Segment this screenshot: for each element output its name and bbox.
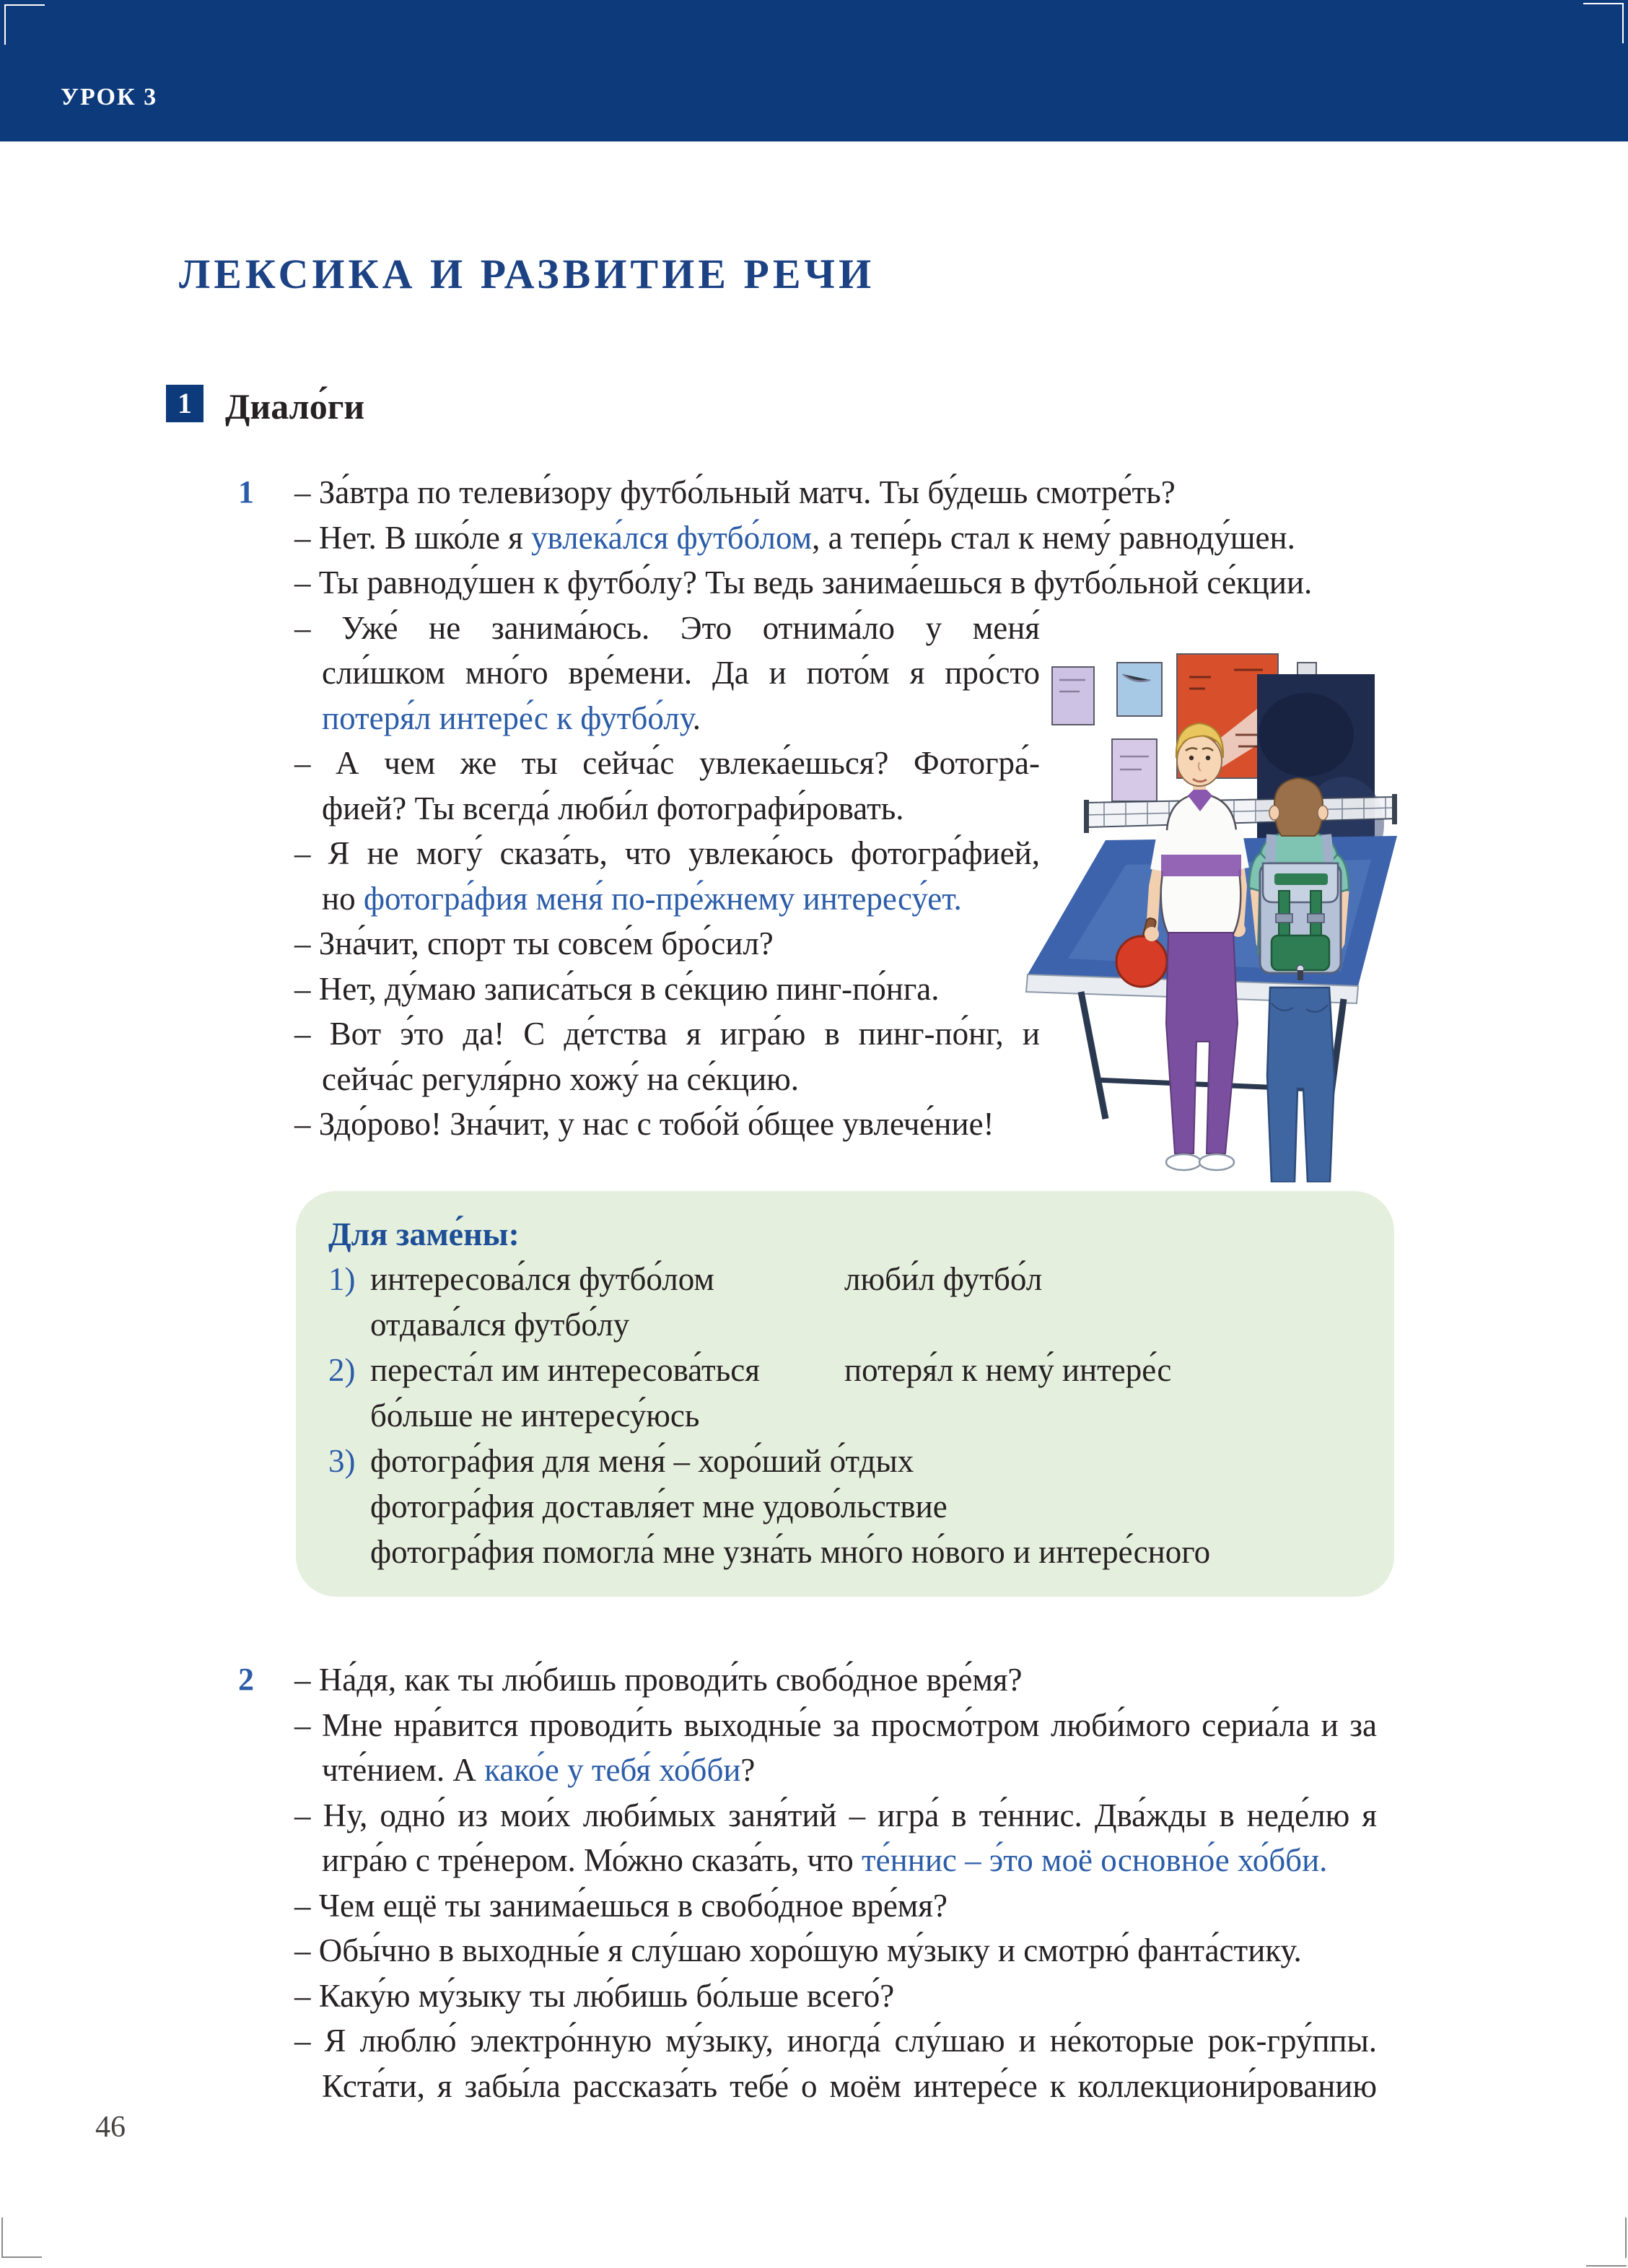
pingpong-scene-drawing	[1017, 648, 1407, 1182]
dialogue-2-lines	[294, 1657, 1377, 2108]
dialogue-line: но фотогра́фия меня́ по-пре́жнему интересу́ет.	[322, 880, 962, 917]
dialogue-line: – Мне нра́вится проводи́ть выходны́е за просмо́тром люби́мого сериа́ла и за	[294, 1706, 1377, 1743]
page-number: 46	[95, 2111, 126, 2144]
dialogue-line: сли́шком мно́го вре́мени. Да и пото́м я про́сто	[322, 655, 1040, 691]
dialogue-line: – Здо́рово! Зна́чит, у нас с тобо́й о́бщее увлече́ние!	[294, 1106, 994, 1142]
section-number-badge: 1	[166, 385, 204, 422]
dialogue-number: 1	[238, 474, 254, 510]
substitution-row: фотогра́фия доставля́ет мне удово́льствие	[370, 1488, 948, 1525]
dialogue-line: – Я люблю́ электро́нную му́зыку, иногда́ слу́шаю и не́которые рок-гру́ппы.	[294, 2023, 1377, 2059]
substitution-row: отдава́лся футбо́лу	[370, 1307, 630, 1343]
dialogue-line: фией? Ты всегда́ люби́л фотографи́ровать.	[322, 790, 904, 826]
dialogue-line: – Нет, ду́маю записа́ться в се́кцию пинг-по́нга.	[294, 970, 940, 1007]
substitution-row: 1) интересова́лся футбо́лом люби́л футбо́л	[328, 1261, 1043, 1297]
dialogue-line: игра́ю с тре́нером. Мо́жно сказа́ть, что те́ннис – э́то моё основно́е хо́бби.	[322, 1842, 1328, 1878]
dialogue-line: – Я не могу́ сказа́ть, что увлека́юсь фотогра́фией,	[294, 835, 1040, 871]
dialogue-line: сейча́с регуля́рно хожу́ на се́кцию.	[322, 1060, 800, 1097]
substitution-row: бо́льше не интересу́юсь	[370, 1397, 700, 1434]
pingpong-illustration	[1017, 648, 1407, 1182]
substitution-box-title: Для заме́ны:	[328, 1216, 520, 1252]
dialogue-line: – Зна́чит, спорт ты совсе́м бро́сил?	[294, 925, 774, 961]
dialogue-line: – Обы́чно в выходны́е я слу́шаю хоро́шую му́зыку и смотрю́ фанта́стику.	[294, 1932, 1302, 1968]
dialogue-number: 2	[238, 1662, 254, 1697]
substitution-row: 2) переста́л им интересова́ться потеря́л к нему́ интере́с	[328, 1352, 1172, 1388]
dialogue-line: – Уже́ не занима́юсь. Это отнима́ло у меня́	[294, 609, 1040, 646]
dialogue-line: – Каку́ю му́зыку ты лю́бишь бо́льше всего́?	[294, 1977, 895, 2014]
substitution-rows	[328, 1257, 1373, 1575]
dialogue-line: – А чем же ты сейча́с увлека́ешься? Фотогра́-	[294, 745, 1040, 781]
substitution-box	[296, 1191, 1394, 1597]
dialogue-line: – На́дя, как ты лю́бишь проводи́ть свобо́дное вре́мя?	[294, 1662, 1023, 1698]
dialogue-line: чте́нием. А како́е у тебя́ хо́бби?	[322, 1752, 756, 1788]
lesson-label: УРОК 3	[61, 84, 158, 110]
substitution-row: 3) фотогра́фия для меня́ – хоро́ший о́тдых	[328, 1443, 914, 1479]
dialogue-line: – Ты равноду́шен к футбо́лу? Ты ведь занима́ешься в футбо́льной се́кции.	[294, 564, 1313, 601]
dialogue-line: – Чем ещё ты занима́ешься в свобо́дное вре́мя?	[294, 1887, 948, 1924]
dialogue-line: – За́втра по телеви́зору футбо́льный матч. Ты бу́дешь смотре́ть?	[294, 474, 1176, 510]
dialogue-line: Кста́ти, я забы́ла рассказа́ть тебе́ о моём интере́се к коллекциони́рованию	[322, 2067, 1377, 2104]
dialogue-line: – Вот э́то да! С де́тства я игра́ю в пинг-по́нг, и	[294, 1016, 1040, 1052]
substitution-row: фотогра́фия помогла́ мне узна́ть мно́го но́вого и интере́сного	[370, 1534, 1211, 1570]
dialogue-line: – Нет. В шко́ле я увлека́лся футбо́лом, а тепе́рь стал к нему́ равноду́шен.	[294, 519, 1295, 556]
dialogue-2	[238, 1657, 1377, 2108]
dialogue-line: – Ну, одно́ из мои́х люби́мых заня́тий – игра́ в те́ннис. Два́жды в неде́лю я	[294, 1797, 1377, 1833]
section-title: Диало́ги	[225, 386, 365, 427]
lesson-header-band	[0, 0, 1628, 141]
dialogue-line: потеря́л интере́с к футбо́лу.	[322, 699, 701, 736]
page-title: ЛЕКСИКА И РАЗВИТИЕ РЕЧИ	[179, 250, 875, 297]
